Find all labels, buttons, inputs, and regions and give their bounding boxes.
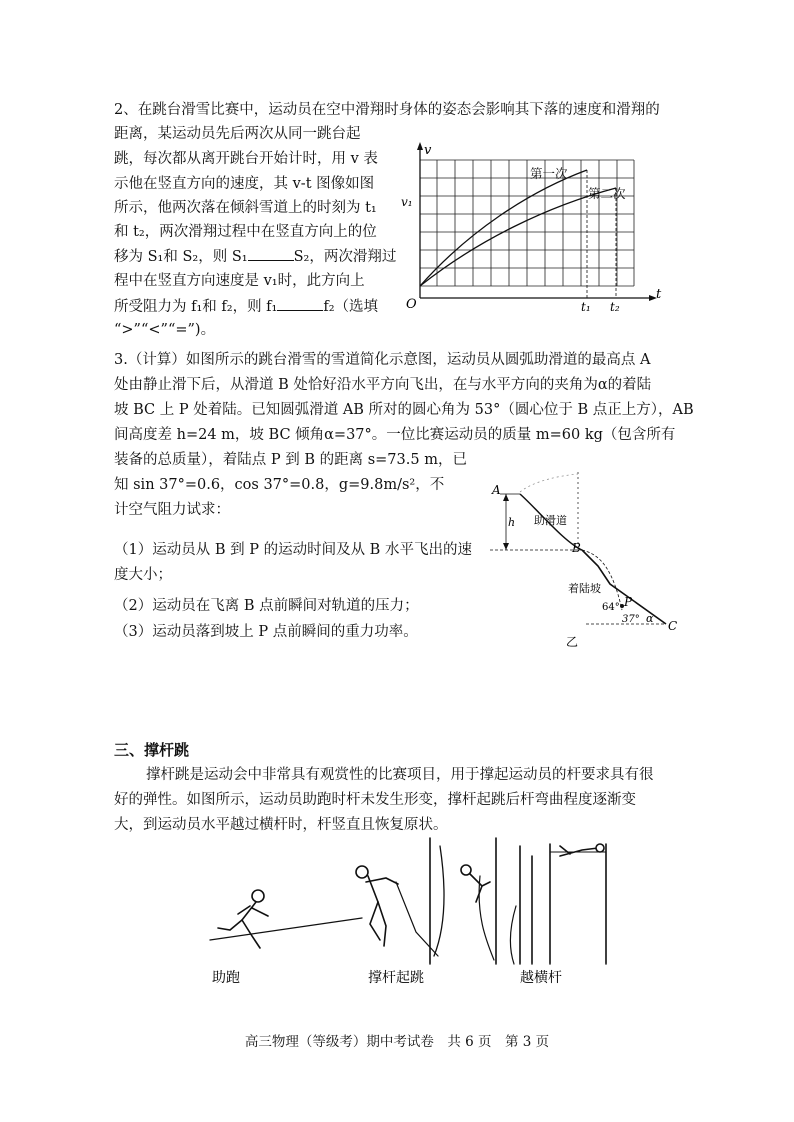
- q2-line-9: [114, 296, 378, 317]
- x-axis-label: t: [656, 287, 662, 302]
- answer-blank-2[interactable]: [277, 296, 323, 311]
- pole-vault-figure: [190, 836, 670, 988]
- q3-sub-1-cont: 度大小；: [114, 567, 172, 583]
- q3-line-2: 处由静止滑下后，从滑道 B 处恰好沿水平方向飞出，在与水平方向的夹角为α的着陆: [114, 377, 652, 393]
- label-p: P: [624, 595, 633, 609]
- label-b: B: [572, 541, 581, 555]
- caption-runup: 助跑: [212, 970, 240, 986]
- q2-line-4: 示他在竖直方向的速度，其 v-t 图像如图: [114, 176, 375, 192]
- label-a: A: [492, 483, 501, 497]
- q3-sub-3: （3）运动员落到坡上 P 点前瞬间的重力功率。: [114, 624, 418, 640]
- takeoff-figure: [356, 838, 444, 964]
- clearance-figure: [461, 838, 606, 964]
- height-arrow-bottom: [503, 543, 509, 550]
- q2-line-9-a: 所受阻力为 f₁和 f₂，则 f₁: [114, 299, 278, 315]
- y-axis-arrow: [417, 142, 423, 150]
- q3-line-6: 知 sin 37°=0.6，cos 37°=0.8，g=9.8m/s²，不: [114, 477, 445, 493]
- q3-line-7: 计空气阻力试求：: [114, 502, 230, 518]
- label-c: C: [668, 619, 678, 633]
- q3-line-1: 3.（计算）如图所示的跳台滑雪的雪道简化示意图，运动员从圆弧助滑道的最高点 A: [114, 352, 651, 368]
- q2-line-1: 2、在跳台滑雪比赛中，运动员在空中滑翔时身体的姿态会影响其下落的速度和滑翔的: [114, 102, 660, 118]
- label-alpha: α: [646, 612, 654, 625]
- q2-line-8: 程中在竖直方向速度是 v₁时，此方向上: [114, 273, 365, 289]
- runner-figure: [210, 890, 362, 948]
- page-footer: 高三物理（等级考）期中考试卷 共 6 页 第 3 页: [244, 1034, 550, 1050]
- t2-label: t₂: [610, 300, 620, 312]
- curve-second-label: 第二次: [588, 186, 626, 201]
- curve-second: [420, 188, 616, 286]
- height-arrow-top: [503, 494, 509, 501]
- diagram-caption: 乙: [566, 635, 579, 648]
- caption-takeoff: 撑杆起跳: [368, 970, 424, 986]
- q3-line-3: 坡 BC 上 P 处着陆。已知圆弧滑道 AB 所对的圆心角为 53°（圆心位于 B 点正上方），AB: [114, 402, 694, 418]
- section-heading: 三、撑杆跳: [114, 741, 190, 759]
- q2-line-7-a: 移为 S₁和 S₂，则 S₁: [114, 249, 248, 265]
- q2-line-2: 距离，某运动员先后两次从同一跳台起: [114, 126, 361, 142]
- s3-line-3: 大，到运动员水平越过横杆时，杆竖直且恢复原状。: [114, 817, 448, 833]
- arc-dash: [520, 474, 578, 492]
- y-axis-label: v: [424, 143, 432, 158]
- q2-line-3: 跳，每次都从离开跳台开始计时，用 v 表: [114, 151, 378, 167]
- q2-line-7: [114, 246, 396, 267]
- q3-sub-1: （1）运动员从 B 到 P 的运动时间及从 B 水平飞出的速: [114, 542, 472, 558]
- q3-line-5: 装备的总质量），着陆点 P 到 B 的距离 s=73.5 m，已: [114, 452, 467, 468]
- q3-sub-2: （2）运动员在飞离 B 点前瞬间对轨道的压力；: [114, 598, 419, 614]
- q2-line-7-b: S₂，两次滑翔过: [293, 249, 397, 265]
- label-slope: 着陆坡: [568, 582, 601, 595]
- s3-line-2: 好的弹性。如图所示，运动员助跑时杆未发生形变，撑杆起跳后杆弯曲程度逐渐变: [114, 792, 636, 808]
- caption-clearance: 越横杆: [520, 970, 562, 986]
- answer-blank-1[interactable]: [248, 246, 294, 261]
- curve-first: [420, 170, 587, 286]
- q2-line-10: “>”“<”“=”)。: [114, 322, 216, 338]
- ski-jump-diagram: [486, 470, 686, 648]
- label-angle2: 37°: [622, 614, 640, 625]
- v1-label: v₁: [401, 195, 413, 209]
- q3-line-4: 间高度差 h=24 m，坡 BC 倾角α=37°。一位比赛运动员的质量 m=60 kg（包含所有: [114, 427, 676, 443]
- label-angle1: 64°: [602, 602, 620, 613]
- curve-first-label: 第一次: [530, 166, 568, 181]
- q2-line-9-b: f₂（选填: [323, 299, 379, 315]
- q2-line-6: 和 t₂，两次滑翔过程中在竖直方向上的位: [114, 224, 377, 240]
- graph-grid: [420, 160, 634, 286]
- label-h: h: [508, 516, 516, 529]
- trajectory-dash: [582, 550, 622, 610]
- t1-label: t₁: [581, 300, 591, 312]
- s3-line-1: 撑杆跳是运动会中非常具有观赏性的比赛项目，用于撑起运动员的杆要求具有很: [146, 767, 654, 783]
- vt-graph: [398, 140, 678, 312]
- origin-label: O: [406, 297, 417, 312]
- label-runway: 助滑道: [534, 514, 567, 527]
- q2-line-5: 所示，他两次落在倾斜雪道上的时刻为 t₁: [114, 200, 377, 216]
